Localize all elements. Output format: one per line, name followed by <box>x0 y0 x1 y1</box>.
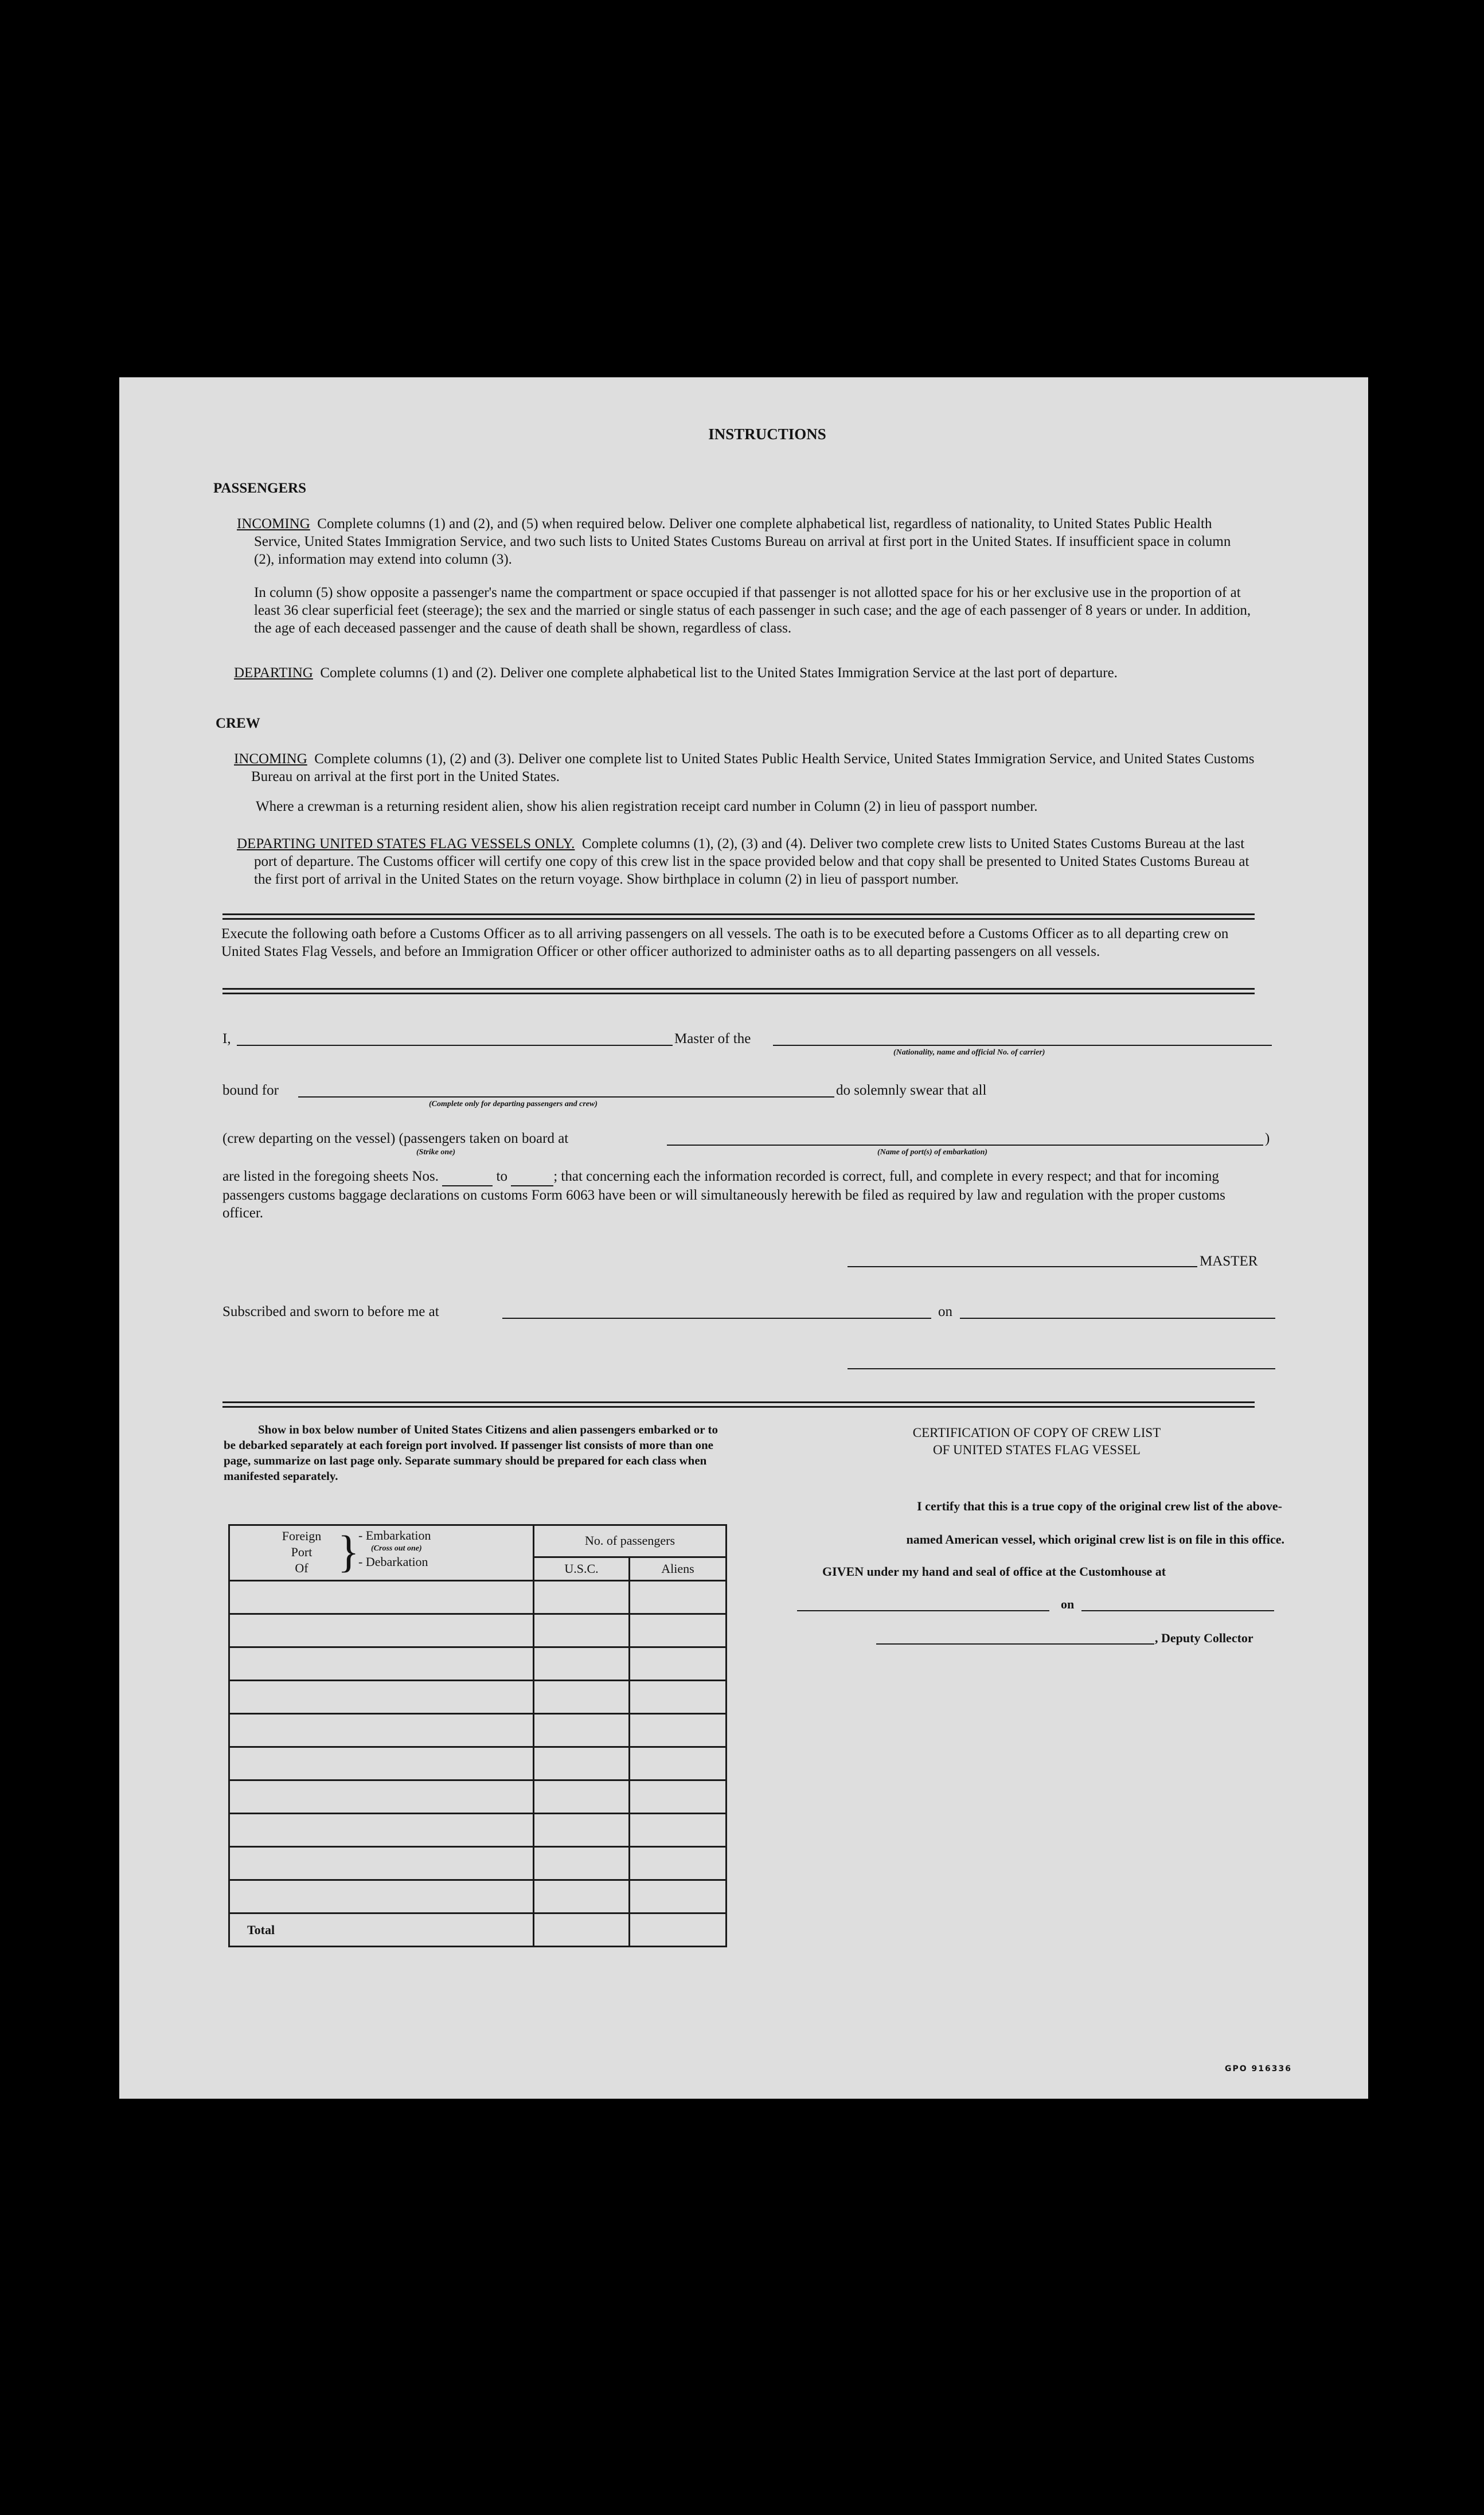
deputy-signature-field[interactable] <box>876 1643 1154 1645</box>
master-signature-field[interactable] <box>848 1266 1197 1267</box>
embarkation-label: - Embarkation <box>358 1528 431 1542</box>
bound-caption: (Complete only for departing passengers and crew) <box>429 1100 597 1108</box>
passengers-heading: PASSENGERS <box>213 481 307 496</box>
port-cell[interactable] <box>229 1647 534 1681</box>
table-row <box>229 1847 727 1880</box>
aliens-cell[interactable] <box>630 1780 727 1814</box>
master-signature-label: MASTER <box>1200 1253 1258 1269</box>
certification-line3: GIVEN under my hand and seal of office at the Customhouse at <box>822 1564 1166 1579</box>
carrier-caption: (Nationality, name and official No. of carrier) <box>893 1048 1045 1057</box>
port-cell[interactable] <box>229 1681 534 1714</box>
bound-for-field[interactable] <box>298 1096 834 1098</box>
crew-departing-label: DEPARTING UNITED STATES FLAG VESSELS ONLY. <box>237 836 575 852</box>
bound-for-label: bound for <box>222 1083 279 1098</box>
oath-intro: Execute the following oath before a Customs Officer as to all arriving passengers on all vessels. The oath is to be executed before a Customs Officer as to all departing crew on United States Flag Vessels, and before an Immigration Officer or other officer authorized to administer oaths as to all departing passengers on all vessels. <box>221 926 1229 959</box>
crew-departing-block <box>237 835 1269 888</box>
passengers-incoming-text: Complete columns (1) and (2), and (5) when required below. Deliver one complete alphabetical list, regardless of nationality, to United States Public Health Service, United States Immigration Service, and two such lists to United States Customs Bureau on arrival at first port in the United States. If insufficient space in column (2), information may extend into column (3). <box>254 516 1231 567</box>
crew-incoming-text: Complete columns (1), (2) and (3). Deliver one complete list to United States Public Health Service, United States Immigration Service, and United States Customs Bureau on arrival at the first port in the United States. <box>251 751 1255 784</box>
table-row <box>229 1780 727 1814</box>
total-aliens-cell[interactable] <box>630 1913 727 1947</box>
strike-caption: (Strike one) <box>416 1148 456 1157</box>
master-name-field[interactable] <box>237 1045 673 1046</box>
oath-statement <box>222 1167 1255 1222</box>
usc-cell[interactable] <box>534 1880 630 1913</box>
aliens-cell[interactable] <box>630 1714 727 1747</box>
usc-cell[interactable] <box>534 1714 630 1747</box>
usc-cell[interactable] <box>534 1647 630 1681</box>
passengers-departing-text: Complete columns (1) and (2). Deliver one complete alphabetical list to the United States Immigration Service at the last port of departure. <box>320 665 1118 681</box>
certification-line1: I certify that this is a true copy of the original crew list of the above- <box>917 1499 1282 1513</box>
passengers-incoming-block <box>237 515 1252 568</box>
no-passengers-header: No. of passengers <box>534 1525 727 1557</box>
crew-resident-text: Where a crewman is a returning resident alien, show his alien registration receipt card number in Column (2) in lieu of passport number. <box>256 799 1038 814</box>
aliens-cell[interactable] <box>630 1814 727 1847</box>
summary-instructions: Show in box below number of United States Citizens and alien passengers embarked or to be debarked separately at each foreign port involved. If passenger list consists of more than one page, summarize on last page only. Separate summary should be prepared for each class when manifested separately. <box>224 1423 718 1483</box>
cross-out-caption: (Cross out one) <box>371 1544 422 1553</box>
ports-caption: (Name of port(s) of embarkation) <box>877 1148 988 1157</box>
aliens-cell[interactable] <box>630 1581 727 1614</box>
usc-cell[interactable] <box>534 1847 630 1880</box>
section-divider <box>222 1401 1255 1408</box>
customhouse-field[interactable] <box>797 1610 1049 1611</box>
certification-title-line2: OF UNITED STATES FLAG VESSEL <box>933 1443 1141 1457</box>
crew-passengers-label: (crew departing on the vessel) (passengers taken on board at <box>222 1131 569 1146</box>
close-paren: ) <box>1265 1131 1270 1146</box>
solemnly-label: do solemnly swear that all <box>836 1083 987 1098</box>
aliens-cell[interactable] <box>630 1614 727 1647</box>
certification-line2: named American vessel, which original crew list is on file in this office. <box>906 1532 1284 1547</box>
deputy-collector-label: , Deputy Collector <box>1155 1631 1253 1645</box>
table-row <box>229 1814 727 1847</box>
listed-rest: ; that concerning each the information recorded is correct, full, and complete in every respect; and that for incoming passengers customs baggage declarations on customs Form 6063 have been or will simultaneously herewith be filed as required by law and regulation with the proper customs officer. <box>222 1169 1225 1221</box>
usc-cell[interactable] <box>534 1581 630 1614</box>
passengers-departing-label: DEPARTING <box>234 665 313 681</box>
page-title: INSTRUCTIONS <box>708 425 826 443</box>
aliens-cell[interactable] <box>630 1647 727 1681</box>
crew-incoming-block <box>234 750 1269 786</box>
port-cell[interactable] <box>229 1714 534 1747</box>
gpo-code: GPO 916336 <box>1225 2064 1292 2073</box>
certification-on-label: on <box>1061 1597 1075 1611</box>
passengers-incoming-label: INCOMING <box>237 516 310 532</box>
certification-date-field[interactable] <box>1081 1610 1274 1611</box>
section-divider <box>222 913 1255 920</box>
officer-signature-field[interactable] <box>848 1368 1275 1369</box>
aliens-header: Aliens <box>630 1557 727 1580</box>
subscribed-label: Subscribed and sworn to before me at <box>222 1304 439 1319</box>
total-row <box>229 1913 727 1947</box>
sworn-place-field[interactable] <box>502 1318 931 1319</box>
sheet-to-field[interactable] <box>511 1167 553 1186</box>
port-cell[interactable] <box>229 1614 534 1647</box>
table-row <box>229 1747 727 1780</box>
usc-cell[interactable] <box>534 1747 630 1780</box>
to-word: to <box>496 1169 507 1184</box>
crew-heading: CREW <box>216 716 260 731</box>
certification-title-line1: CERTIFICATION OF COPY OF CREW LIST <box>912 1426 1161 1440</box>
sworn-date-field[interactable] <box>960 1318 1275 1319</box>
debarkation-label: - Debarkation <box>358 1555 428 1569</box>
aliens-cell[interactable] <box>630 1681 727 1714</box>
port-label: Port <box>291 1545 313 1559</box>
port-cell[interactable] <box>229 1581 534 1614</box>
port-cell[interactable] <box>229 1780 534 1814</box>
table-row <box>229 1714 727 1747</box>
usc-cell[interactable] <box>534 1780 630 1814</box>
usc-cell[interactable] <box>534 1614 630 1647</box>
foreign-port-header <box>229 1525 534 1581</box>
port-cell[interactable] <box>229 1880 534 1913</box>
port-cell[interactable] <box>229 1814 534 1847</box>
sheet-from-field[interactable] <box>442 1167 493 1186</box>
passengers-departing-block <box>234 664 1269 682</box>
usc-cell[interactable] <box>534 1681 630 1714</box>
section-divider <box>222 988 1255 994</box>
total-label: Total <box>229 1913 534 1947</box>
crew-incoming-label: INCOMING <box>234 751 307 767</box>
carrier-field[interactable] <box>773 1045 1272 1046</box>
foreign-label: Foreign <box>282 1529 322 1543</box>
table-row <box>229 1614 727 1647</box>
table-row <box>229 1581 727 1614</box>
usc-header: U.S.C. <box>534 1557 630 1580</box>
crew-departing-text: Complete columns (1), (2), (3) and (4). Deliver two complete crew lists to United States Customs Bureau at the last port of departure. The Customs officer will certify one copy of this crew list in the space provided below and that copy shall be presented to United States Customs Bureau at the first port of arrival in the United States on the return voyage. Show birthplace in column (2) in lieu of passport number. <box>254 836 1249 887</box>
aliens-cell[interactable] <box>630 1880 727 1913</box>
aliens-cell[interactable] <box>630 1847 727 1880</box>
certification-title <box>865 1424 1209 1459</box>
aliens-cell[interactable] <box>630 1747 727 1780</box>
oath-i-label: I, <box>222 1031 231 1046</box>
table-row <box>229 1647 727 1681</box>
table-row <box>229 1681 727 1714</box>
listed-start: are listed in the foregoing sheets Nos. <box>222 1169 439 1184</box>
master-of-label: Master of the <box>674 1031 751 1046</box>
port-cell[interactable] <box>229 1747 534 1780</box>
total-usc-cell[interactable] <box>534 1913 630 1947</box>
of-label: Of <box>295 1561 308 1575</box>
embarkation-ports-field[interactable] <box>667 1145 1263 1146</box>
brace-glyph: } <box>338 1526 360 1576</box>
usc-cell[interactable] <box>534 1814 630 1847</box>
sworn-on-label: on <box>938 1304 952 1319</box>
port-cell[interactable] <box>229 1847 534 1880</box>
document-page <box>119 377 1368 2099</box>
passengers-column5-text: In column (5) show opposite a passenger's name the compartment or space occupied if that passenger is not allotted space for his or her exclusive use in the proportion of at least 36 clear superficial feet (steerage); the sex and the married or single status of each passenger in such case; and the age of each passenger of 8 years or under. In addition, the age of each deceased passenger and the cause of death shall be shown, regardless of class. <box>254 585 1251 636</box>
table-row <box>229 1880 727 1913</box>
passenger-summary-table <box>228 1524 727 1947</box>
